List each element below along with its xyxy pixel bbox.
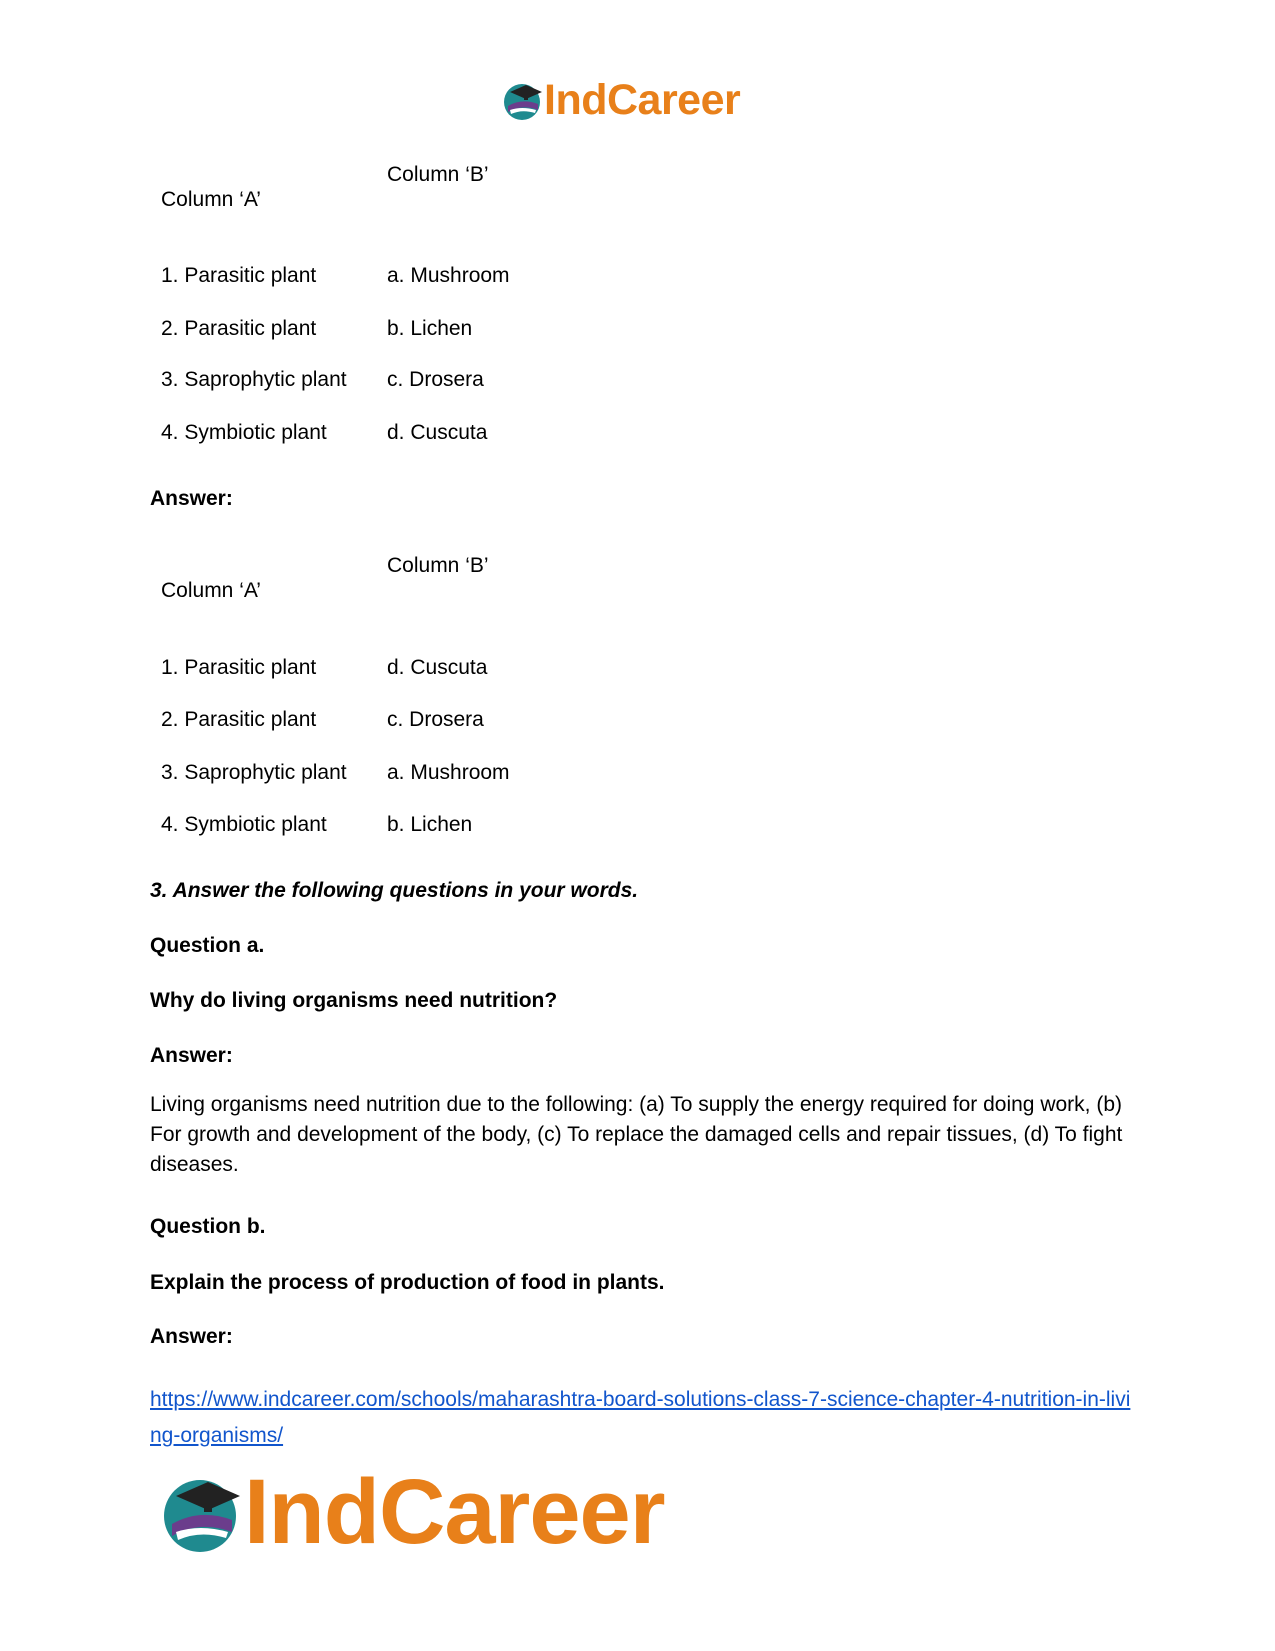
graduation-globe-icon: [502, 80, 544, 122]
logo-wordmark: IndCareer: [244, 1461, 665, 1563]
column-a-header: Column ‘A’: [161, 188, 261, 211]
question-b-label: Question b.: [150, 1215, 266, 1238]
logo-wordmark: IndCareer: [544, 76, 741, 124]
table-row: d. Cuscuta: [387, 656, 488, 679]
question-b-text: Explain the process of production of food in plants.: [150, 1271, 665, 1294]
column-b-header: Column ‘B’: [387, 554, 489, 577]
source-link[interactable]: https://www.indcareer.com/schools/maharashtra-board-solutions-class-7-science-chapter-4-nutrition-in-living-organisms/: [150, 1388, 1131, 1447]
table-row: 3. Saprophytic plant: [161, 761, 347, 784]
section-heading: 3. Answer the following questions in your words.: [150, 879, 639, 902]
table-row: 2. Parasitic plant: [161, 317, 317, 340]
table-row: c. Drosera: [387, 368, 484, 391]
table-row: c. Drosera: [387, 708, 484, 731]
table-row: a. Mushroom: [387, 761, 510, 784]
column-b-header: Column ‘B’: [387, 163, 489, 186]
table-row: a. Mushroom: [387, 264, 510, 287]
column-a-header: Column ‘A’: [161, 579, 261, 602]
question-a-answer: Living organisms need nutrition due to the following: (a) To supply the energy required for doing work, (b) For growth and development of the body, (c) To replace the damaged cells and repair tissues, (d) To fight diseases.: [150, 1093, 1123, 1176]
table-row: d. Cuscuta: [387, 421, 488, 444]
table-row: 4. Symbiotic plant: [161, 813, 327, 836]
question-a-text: Why do living organisms need nutrition?: [150, 989, 558, 1012]
table-row: 1. Parasitic plant: [161, 264, 317, 287]
table-row: 4. Symbiotic plant: [161, 421, 327, 444]
graduation-globe-icon: [160, 1472, 244, 1556]
footer-logo: [160, 1461, 720, 1568]
table-row: 1. Parasitic plant: [161, 656, 317, 679]
answer-label: Answer:: [150, 487, 233, 510]
question-a-label: Question a.: [150, 934, 265, 957]
answer-label: Answer:: [150, 1044, 233, 1067]
table-row: 3. Saprophytic plant: [161, 368, 347, 391]
answer-label: Answer:: [150, 1325, 233, 1348]
table-row: 2. Parasitic plant: [161, 708, 317, 731]
table-row: b. Lichen: [387, 317, 473, 340]
table-row: b. Lichen: [387, 813, 473, 836]
header-logo: [502, 78, 782, 126]
